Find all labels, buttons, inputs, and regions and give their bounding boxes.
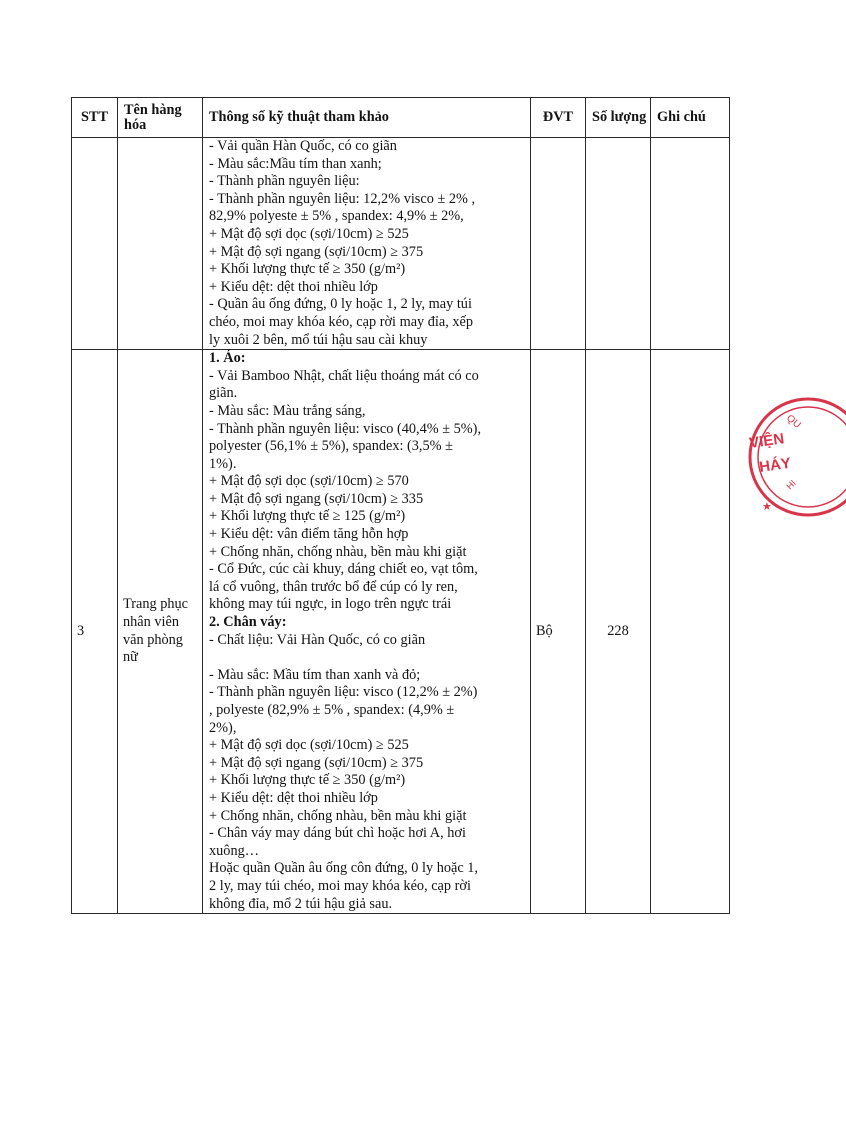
spec-line: chéo, moi may khóa kéo, cạp rời may đỉa, xếp bbox=[209, 313, 474, 330]
cell-note-3 bbox=[651, 350, 730, 914]
red-seal-stamp bbox=[746, 392, 846, 522]
spec-line: + Khối lượng thực tế ≥ 350 (g/m²) bbox=[209, 261, 406, 278]
spec-line: + Mật độ sợi ngang (sợi/10cm) ≥ 375 bbox=[209, 243, 424, 260]
cell-qty-3: 228 bbox=[586, 350, 651, 914]
table-row-item-3 bbox=[72, 350, 730, 914]
spec-line: 2 ly, may túi chéo, moi may khóa kéo, cạp rời bbox=[209, 877, 471, 894]
spec-line: ly xuôi 2 bên, mổ túi hậu sau cài khuy bbox=[209, 331, 428, 348]
cell-qty-continued bbox=[586, 138, 651, 350]
spec-line: + Chống nhăn, chống nhàu, bền màu khi giặt bbox=[209, 543, 467, 560]
spec-line: 2%), bbox=[209, 719, 237, 736]
stamp-star: ★ bbox=[762, 500, 772, 513]
header-spec: Thông số kỹ thuật tham khảo bbox=[203, 98, 531, 138]
spec-line: polyester (56,1% ± 5%), spandex: (3,5% ± bbox=[209, 438, 453, 455]
spec-line: + Khối lượng thực tế ≥ 125 (g/m²) bbox=[209, 508, 406, 525]
stamp-text-mid1: VIỆN bbox=[748, 430, 786, 452]
spec-line: - Thành phần nguyên liệu: 12,2% visco ± 2% , bbox=[209, 190, 476, 207]
spec-line: + Mật độ sợi ngang (sợi/10cm) ≥ 375 bbox=[209, 754, 424, 771]
cell-stt-continued bbox=[72, 138, 118, 350]
spec-line: + Khối lượng thực tế ≥ 350 (g/m²) bbox=[209, 772, 406, 789]
spec-table bbox=[71, 97, 730, 914]
spec-line: - Quần âu ống đứng, 0 ly hoặc 1, 2 ly, may túi bbox=[209, 296, 472, 313]
spec-line: + Kiểu dệt: vân điểm tăng hỗn hợp bbox=[209, 526, 409, 543]
spec-line: không đỉa, mổ 2 túi hậu giả sau. bbox=[209, 895, 393, 912]
spec-line: không may túi ngực, in logo trên ngực trái bbox=[209, 596, 452, 613]
spec-line bbox=[209, 649, 528, 667]
spec-line: + Kiểu dệt: dệt thoi nhiều lớp bbox=[209, 278, 378, 295]
spec-line: , polyeste (82,9% ± 5% , spandex: (4,9% ± bbox=[209, 702, 455, 718]
spec-line: - Thành phần nguyên liệu: bbox=[209, 173, 360, 190]
cell-stt-3: 3 bbox=[72, 350, 118, 914]
spec-line: lá cổ vuông, thân trước bổ để cúp có ly ren, bbox=[209, 578, 458, 595]
spec-line: - Vải Bamboo Nhật, chất liệu thoáng mát có co bbox=[209, 367, 479, 384]
spec-line: 2. Chân váy: bbox=[209, 614, 287, 631]
cell-unit-continued bbox=[531, 138, 586, 350]
cell-name-3: Trang phục nhân viên văn phòng nữ bbox=[118, 350, 203, 914]
spec-line: + Kiểu dệt: dệt thoi nhiều lớp bbox=[209, 789, 378, 806]
spec-line: giãn. bbox=[209, 385, 238, 402]
spec-line: + Mật độ sợi dọc (sợi/10cm) ≥ 525 bbox=[209, 225, 409, 242]
spec-line: - Thành phần nguyên liệu: visco (12,2% ± 2%) bbox=[209, 684, 478, 701]
header-item-name: Tên hàng hóa bbox=[118, 98, 203, 138]
header-quantity: Số lượng bbox=[586, 98, 651, 138]
spec-line: + Mật độ sợi ngang (sợi/10cm) ≥ 335 bbox=[209, 490, 424, 507]
cell-spec-3 bbox=[203, 350, 531, 914]
stamp-text-mid2: HÁY bbox=[758, 454, 792, 476]
stamp-text-side: HI bbox=[784, 477, 798, 492]
spec-line: - Thành phần nguyên liệu: visco (40,4% ± 5%), bbox=[209, 420, 482, 437]
spec-line: 1. Áo: bbox=[209, 350, 246, 367]
spec-line: + Chống nhăn, chống nhàu, bền màu khi giặt bbox=[209, 807, 467, 824]
spec-line: xuông… bbox=[209, 842, 260, 859]
spec-line: - Màu sắc:Mầu tím than xanh; bbox=[209, 155, 382, 172]
cell-spec-continued bbox=[203, 138, 531, 350]
cell-name-continued bbox=[118, 138, 203, 350]
header-note: Ghi chú bbox=[651, 98, 730, 138]
spec-line: 1%). bbox=[209, 455, 237, 472]
spec-line: + Mật độ sợi dọc (sợi/10cm) ≥ 525 bbox=[209, 737, 409, 754]
table-row-continued bbox=[72, 138, 730, 350]
spec-line: - Chân váy may dáng bút chì hoặc hơi A, hơi bbox=[209, 825, 466, 842]
stamp-text-top: QU bbox=[784, 412, 803, 431]
spec-line: - Màu sắc: Màu trắng sáng, bbox=[209, 402, 366, 419]
spec-line: - Cổ Đức, cúc cài khuy, dáng chiết eo, vạt tôm, bbox=[209, 561, 478, 578]
spec-line: 82,9% polyeste ± 5% , spandex: 4,9% ± 2%, bbox=[209, 208, 464, 225]
spec-line: - Vải quần Hàn Quốc, có co giãn bbox=[209, 138, 397, 154]
spec-line: - Chất liệu: Vải Hàn Quốc, có co giãn bbox=[209, 631, 426, 648]
header-unit: ĐVT bbox=[531, 98, 586, 138]
spec-line: Hoặc quần Quần âu ống côn đứng, 0 ly hoặc 1, bbox=[209, 860, 478, 877]
cell-note-continued bbox=[651, 138, 730, 350]
table-header-row bbox=[72, 98, 730, 138]
cell-unit-3: Bộ bbox=[531, 350, 586, 914]
spec-line: - Màu sắc: Mầu tím than xanh và đỏ; bbox=[209, 666, 421, 683]
spec-line: + Mật độ sợi dọc (sợi/10cm) ≥ 570 bbox=[209, 473, 409, 490]
header-stt: STT bbox=[72, 98, 118, 138]
